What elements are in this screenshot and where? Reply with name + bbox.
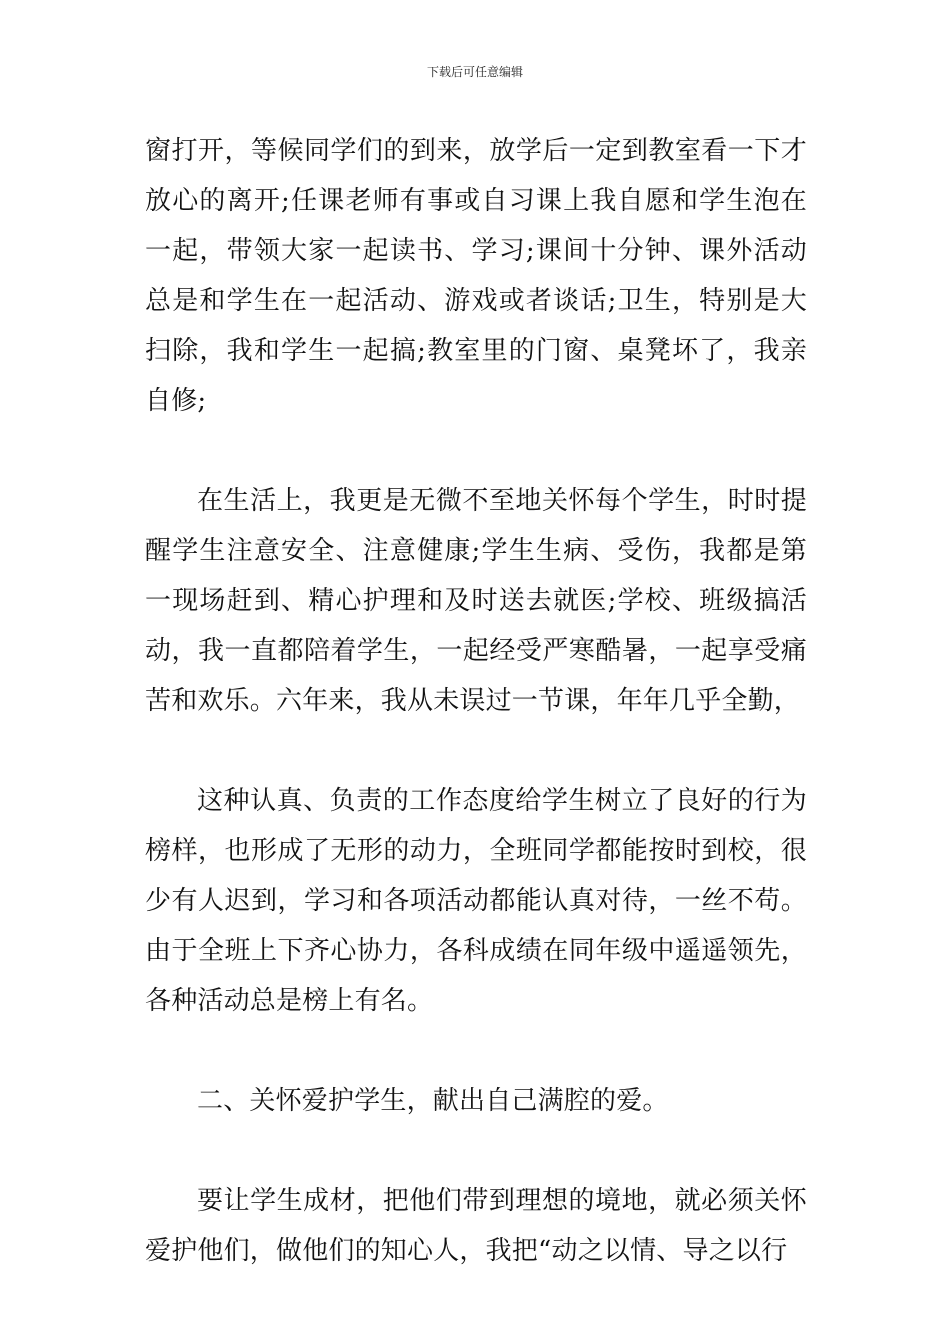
paragraph-2: 在生活上，我更是无微不至地关怀每个学生，时时提醒学生注意安全、注意健康;学生生病、受伤，我都是第一现场赶到、精心护理和及时送去就医;学校、班级搞活动，我一直都陪着学生，一起经受严寒酷暑，一起享受痛苦和欢乐。六年来，我从未误过一节课，年年几乎全勤， [145, 486, 807, 716]
paragraph-gap [145, 426, 807, 476]
page-header: 下载后可任意编辑 [426, 65, 523, 79]
section-heading: 二、关怀爱护学生，献出自己满腔的爱。 [197, 1086, 669, 1116]
paragraph-1: 窗打开，等候同学们的到来，放学后一定到教室看一下才放心的离开;任课老师有事或自习课上我自愿和学生泡在一起，带领大家一起读书、学习;课间十分钟、课外活动总是和学生在一起活动、游戏或者谈话;卫生，特别是大扫除，我和学生一起搞;教室里的门窗、桌凳坏了，我亲自修; [145, 136, 807, 416]
paragraph-3: 这种认真、负责的工作态度给学生树立了良好的行为榜样，也形成了无形的动力，全班同学都能按时到校，很少有人迟到，学习和各项活动都能认真对待，一丝不苟。由于全班上下齐心协力，各科成绩在同年级中遥遥领先，各种活动总是榜上有名。 [145, 786, 807, 1016]
document-body [145, 126, 807, 1276]
paragraph-gap [145, 1126, 807, 1176]
paragraph-gap [145, 726, 807, 776]
paragraph-4: 要让学生成材，把他们带到理想的境地，就必须关怀爱护他们，做他们的知心人，我把“动之以情、导之以行 [145, 1186, 807, 1266]
paragraph-gap [145, 1026, 807, 1076]
